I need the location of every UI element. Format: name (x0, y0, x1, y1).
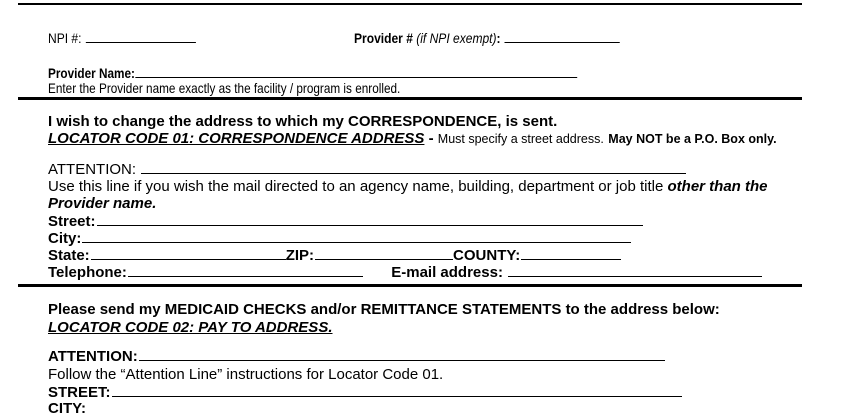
state-field[interactable] (91, 258, 286, 260)
provider-name-row (48, 66, 678, 80)
provider-name-instruction: Enter the Provider name exactly as the facility / program is enrolled. (48, 80, 401, 96)
npi-field[interactable] (86, 41, 196, 43)
street-label: Street: (48, 213, 96, 230)
pay-to-attention-help: Follow the “Attention Line” instructions for Locator Code 01. (48, 366, 444, 383)
top-rule (18, 3, 802, 5)
attention-help-emphasis: other than the (667, 178, 768, 195)
street-address-note: Must specify a street address. (437, 132, 604, 146)
npi-row (48, 31, 220, 45)
npi-label: NPI #: (48, 30, 82, 46)
attention-label: ATTENTION: (48, 161, 137, 178)
city-label: City: (48, 230, 82, 247)
pay-to-street-row (48, 385, 682, 400)
attention-row (48, 162, 686, 177)
pay-to-attention-label: ATTENTION: (48, 348, 138, 365)
pay-to-heading: Please send my MEDICAID CHECKS and/or REMITTANCE STATEMENTS to the address below: (48, 301, 720, 318)
telephone-label: Telephone: (48, 264, 127, 281)
provider-name-label: Provider Name: (48, 65, 135, 81)
pay-to-city-row (48, 401, 86, 416)
zip-label: ZIP: (285, 247, 315, 264)
pay-to-street-field[interactable] (112, 395, 682, 397)
attention-help-text: Use this line if you wish the mail directed to an agency name, building, department or job title (48, 178, 664, 195)
street-field[interactable] (97, 224, 643, 226)
section-rule-2 (18, 284, 802, 287)
pay-to-attention-field[interactable] (139, 359, 665, 361)
email-label: E-mail address: (391, 264, 503, 281)
provider-number-colon: : (496, 30, 501, 46)
city-field[interactable] (82, 241, 631, 243)
pay-to-city-label: CITY: (48, 400, 87, 417)
state-label: State: (48, 247, 90, 264)
correspondence-heading: I wish to change the address to which my CORRESPONDENCE, is sent. (48, 113, 558, 130)
provider-number-label: Provider # (354, 30, 413, 46)
pay-to-locator: LOCATOR CODE 02: PAY TO ADDRESS. (48, 319, 333, 336)
county-field[interactable] (521, 258, 621, 260)
telephone-email-row (48, 265, 762, 280)
email-field[interactable] (508, 275, 762, 277)
pay-to-attention-row (48, 349, 665, 364)
county-label: COUNTY: (453, 247, 521, 264)
provider-number-exempt-note: (if NPI exempt) (416, 30, 497, 46)
state-zip-county-row (48, 248, 621, 263)
city-row (48, 231, 631, 246)
correspondence-locator: LOCATOR CODE 01: CORRESPONDENCE ADDRESS (48, 130, 425, 147)
provider-number-row (354, 31, 663, 45)
correspondence-locator-row (48, 131, 777, 147)
attention-field[interactable] (141, 172, 686, 174)
attention-help-provider-name: Provider name. (48, 195, 157, 212)
zip-field[interactable] (315, 258, 453, 260)
section-rule-1 (18, 97, 802, 100)
provider-number-field[interactable] (505, 41, 620, 43)
pay-to-street-label: STREET: (48, 384, 111, 401)
po-box-note: May NOT be a P.O. Box only. (608, 132, 777, 146)
telephone-field[interactable] (128, 275, 363, 277)
provider-name-field[interactable] (136, 76, 578, 78)
attention-help (48, 179, 768, 194)
locator-dash: - (424, 130, 438, 147)
street-row (48, 214, 643, 229)
